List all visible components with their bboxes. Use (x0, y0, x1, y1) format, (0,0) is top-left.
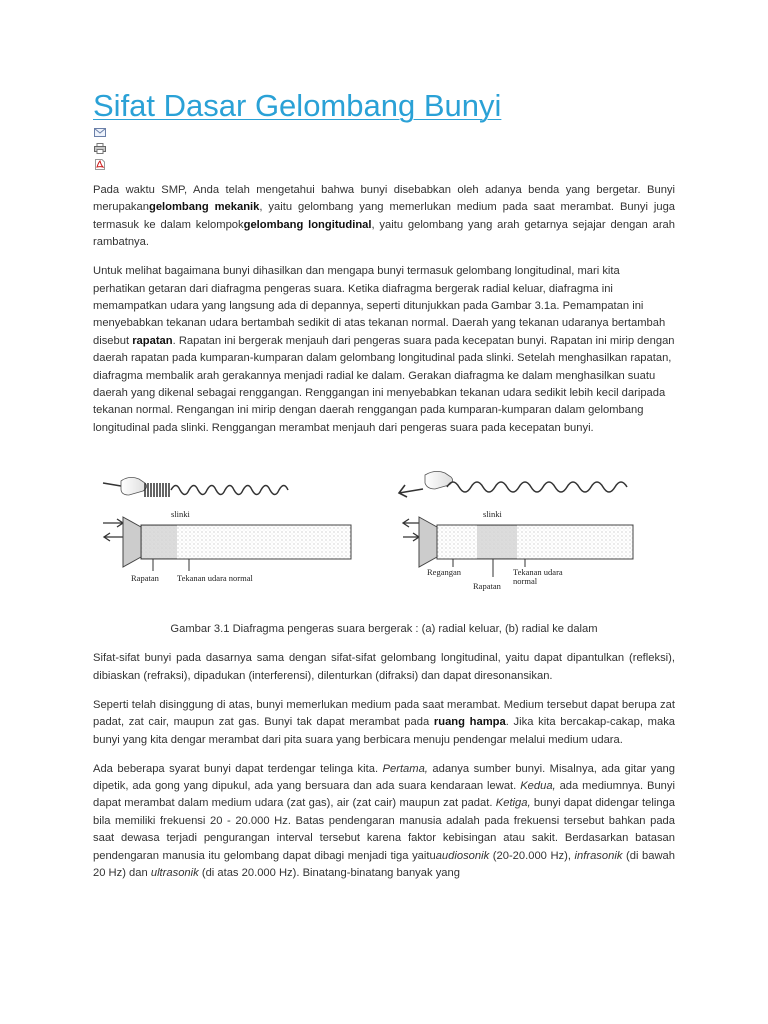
compression-zone (477, 525, 517, 559)
label-slinki-a: slinki (171, 509, 190, 520)
article-body (93, 182, 675, 894)
air-tube (437, 525, 633, 559)
figure-caption: Gambar 3.1 Diafragma pengeras suara bergerak : (a) radial keluar, (b) radial ke dalam (170, 623, 598, 636)
slinki-coil (171, 486, 288, 495)
share-icons (94, 127, 108, 175)
slinki-coil-stretched (447, 482, 627, 492)
page-title[interactable]: Sifat Dasar Gelombang Bunyi (93, 88, 502, 123)
term-rapatan: rapatan (132, 334, 173, 347)
paragraph-sifat: Sifat-sifat bunyi pada dasarnya sama dengan sifat-sifat gelombang longitudinal, yaitu dapat dipantulkan (refleksi), dibiaskan (refraksi), dipadukan (interferensi), dilenturkan (difraksi) dan dapat diresonansikan. (93, 652, 675, 682)
compression-zone (141, 525, 177, 559)
figure-panel-b (399, 472, 633, 592)
label-regangan-b: Regangan (427, 567, 461, 578)
label-slinki-b: slinki (483, 509, 502, 520)
speaker-cone-icon (123, 517, 141, 567)
speaker-cone-icon (419, 517, 437, 567)
arrow-right-icon (103, 519, 123, 527)
loudspeaker-illustration (93, 471, 675, 611)
print-icon[interactable] (94, 143, 106, 154)
paragraph-syarat: Ada beberapa syarat bunyi dapat terdengar telinga kita. Pertama, adanya sumber bunyi. Misalnya, ada gitar yang dipetik, ada gong yang dipukul, ada yang bersuara dan ada suara kendaraan lewat. Kedua, ada mediumnya. Bunyi dapat merambat dalam medium udara (zat gas), air (zat cair) maupun zat padat. Ketiga, bunyi dapat didengar telinga bila memiliki frekuensi 20 - 20.000 Hz. Batas pendengaran manusia adalah pada frekuensi tersebut bahkan pada saat dewasa terjadi pengurangan interval tersebut karena faktor kebisingan atau sakit. Berdasarkan batasan pendengaran manusia itu gelombang dapat dibagi menjadi tiga yaituaudiosonik (20-20.000 Hz), infrasonik (di bawah 20 Hz) dan ultrasonik (di atas 20.000 Hz). Binatang-binatang banyak yang (93, 762, 676, 879)
label-tekanan-a: Tekanan udara normal (177, 573, 253, 584)
label-rapatan-a: Rapatan (131, 573, 159, 584)
hand-icon (425, 472, 453, 490)
paragraph-medium: Seperti telah disinggung di atas, bunyi memerlukan medium pada saat merambat. Medium tersebut dapat berupa zat padat, zat cair, maupun zat gas. Bunyi tak dapat merambat pada ruang hampa. Jika kita bercakap-cakap, maka bunyi yang kita dengar merambat dari pita suara yang berbicara menuju pendengar melalui medium udara. (93, 698, 676, 746)
pdf-icon[interactable] (94, 159, 106, 170)
arrow-right-icon (403, 533, 419, 541)
label-tekanan-b2: normal (513, 576, 538, 587)
term-ruang-hampa: ruang hampa (433, 716, 506, 729)
term-gelombang-longitudinal: gelombang longitudinal (243, 218, 372, 231)
figure-panel-a (103, 478, 351, 584)
arrow-left-icon (399, 485, 423, 497)
label-tekanan-b1: Tekanan udara (513, 567, 563, 578)
paragraph-rapatan: Untuk melihat bagaimana bunyi dihasilkan dan mengapa bunyi termasuk gelombang longitudinal, mari kita perhatikan getaran dari diafragma pengeras suara. Ketika diafragma bergerak radial keluar, diafragma ini memampatkan udara yang langsung ada di depannya, seperti ditunjukkan pada Gambar 3.1a. Pemampatan ini menyebabkan tekanan udara bertambah sedikit di atas tekanan normal. Daerah yang tekanan udaranya bertambah disebut rapatan. Rapatan ini bergerak menjauh dari pengeras suara pada kecepatan bunyi. Rapatan ini mirip dengan daerah rapatan pada kumparan-kumparan dalam gelombang longitudinal pada slinki. Setelah menghasilkan rapatan, diafragma membalik arah gerakannya menjadi radial ke dalam. Gerakan diafragma ke dalam menghasilkan suatu daerah yang dikenal sebagai renggangan. Renggangan ini menyebabkan tekanan udara sedikit lebih kecil daripada tekanan normal. Rengangan ini mirip dengan daerah renggangan pada kumparan-kumparan dalam gelombang longitudinal pada slinki. Renggangan merambat menjauh dari pengeras suara pada kecepatan bunyi. (93, 265, 675, 434)
slinki-coil-compressed (145, 483, 169, 497)
arrow-left-icon (403, 519, 419, 527)
figure-loudspeaker-diagram (93, 471, 675, 611)
label-rapatan-b: Rapatan (473, 581, 501, 592)
arrow-left-icon (104, 533, 123, 541)
hand-icon (121, 478, 147, 496)
paragraph-intro: Pada waktu SMP, Anda telah mengetahui bahwa bunyi disebabkan oleh adanya benda yang bergetar. Bunyi merupakangelombang mekanik, yaitu gelombang yang memerlukan medium pada saat merambat. Bunyi juga termasuk ke dalam kelompokgelombang longitudinal, yaitu gelombang yang arah getarnya sejajar dengan arah rambatnya. (93, 184, 676, 249)
email-icon[interactable] (94, 127, 106, 138)
term-gelombang-mekanik: gelombang mekanik (148, 201, 260, 214)
